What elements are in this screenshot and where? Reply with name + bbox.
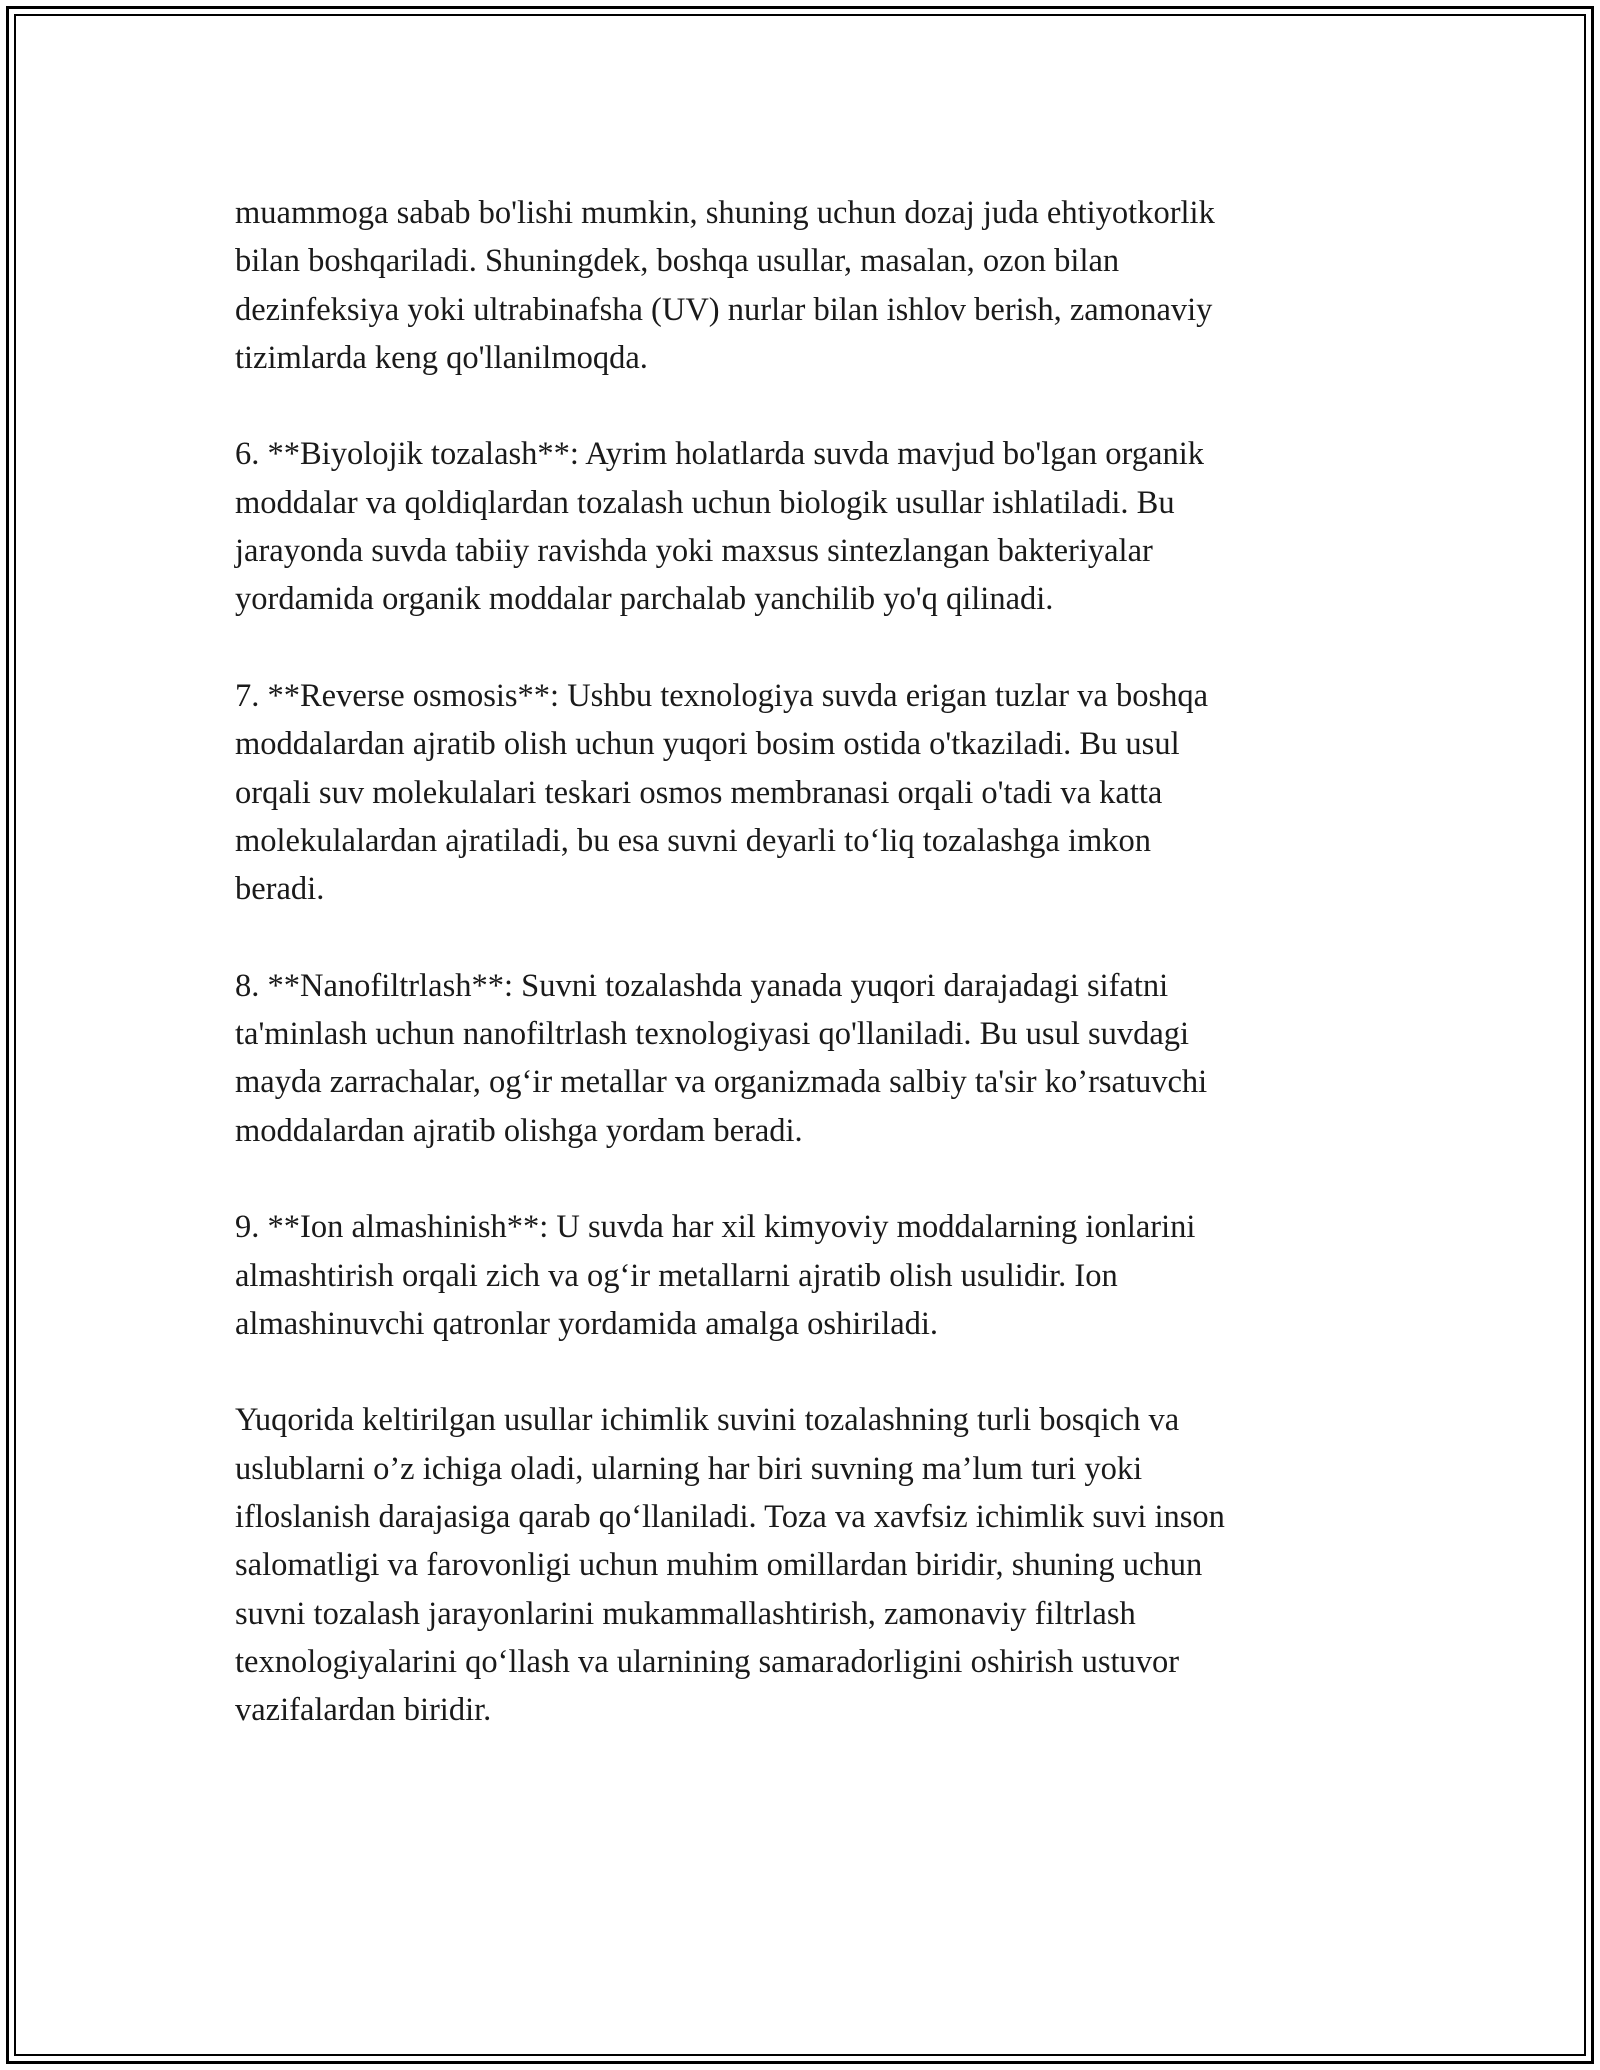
text-line: almashtirish orqali zich va og‘ir metallarni ajratib olish usulidir. Ion bbox=[235, 1257, 1118, 1294]
paragraph-item-7 bbox=[235, 672, 1375, 913]
text-line: muammoga sabab bo'lishi mumkin, shuning uchun dozaj juda ehtiyotkorlik bbox=[235, 195, 1215, 231]
text-line: 9. **Ion almashinish**: U suvda har xil kimyoviy moddalarning ionlarini bbox=[235, 1209, 1196, 1246]
text-line: beradi. bbox=[235, 871, 325, 908]
document-body bbox=[235, 189, 1375, 1735]
paragraph-conclusion bbox=[235, 1396, 1375, 1734]
text-line: ta'minlash uchun nanofiltrlash texnologiyasi qo'llaniladi. Bu usul suvdagi bbox=[235, 1016, 1190, 1053]
paragraph-item-8 bbox=[235, 962, 1375, 1155]
text-line: moddalardan ajratib olish uchun yuqori bosim ostida o'tkaziladi. Bu usul bbox=[235, 726, 1180, 763]
paragraph-intro-continuation bbox=[235, 189, 1375, 382]
text-line: tizimlarda keng qo'llanilmoqda. bbox=[235, 339, 648, 376]
text-line: mayda zarrachalar, og‘ir metallar va organizmada salbiy ta'sir ko’rsatuvchi bbox=[235, 1064, 1208, 1101]
text-line: jarayonda suvda tabiiy ravishda yoki maxsus sintezlangan bakteriyalar bbox=[235, 533, 1153, 570]
text-line: almashinuvchi qatronlar yordamida amalga oshiriladi. bbox=[235, 1305, 939, 1342]
text-line: ifloslanish darajasiga qarab qo‘llaniladi. Toza va xavfsiz ichimlik suvi inson bbox=[235, 1499, 1225, 1536]
text-line: 8. **Nanofiltrlash**: Suvni tozalashda yanada yuqori darajadagi sifatni bbox=[235, 967, 1169, 1004]
text-line: texnologiyalarini qo‘llash va ularnining samaradorligini oshirish ustuvor bbox=[235, 1643, 1180, 1680]
text-line: dezinfeksiya yoki ultrabinafsha (UV) nurlar bilan ishlov berish, zamonaviy bbox=[235, 291, 1213, 328]
text-line: moddalar va qoldiqlardan tozalash uchun biologik usullar ishlatiladi. Bu bbox=[235, 484, 1175, 521]
text-line: orqali suv molekulalari teskari osmos membranasi orqali o'tadi va katta bbox=[235, 774, 1163, 811]
paragraph-item-6 bbox=[235, 430, 1375, 623]
text-line: Yuqorida keltirilgan usullar ichimlik suvini tozalashning turli bosqich va bbox=[235, 1402, 1180, 1439]
text-line: yordamida organik moddalar parchalab yanchilib yo'q qilinadi. bbox=[235, 581, 1054, 618]
text-line: 6. **Biyolojik tozalash**: Ayrim holatlarda suvda mavjud bo'lgan organik bbox=[235, 436, 1205, 473]
text-line: moddalardan ajratib olishga yordam beradi. bbox=[235, 1112, 803, 1149]
text-line: vazifalardan biridir. bbox=[235, 1692, 492, 1729]
text-line: suvni tozalash jarayonlarini mukammallashtirish, zamonaviy filtrlash bbox=[235, 1595, 1136, 1632]
text-line: molekulalardan ajratiladi, bu esa suvni deyarli to‘liq tozalashga imkon bbox=[235, 822, 1152, 859]
text-line: salomatligi va farovonligi uchun muhim omillardan biridir, shuning uchun bbox=[235, 1547, 1203, 1584]
text-line: 7. **Reverse osmosis**: Ushbu texnologiya suvda erigan tuzlar va boshqa bbox=[235, 677, 1209, 714]
text-line: uslublarni o’z ichiga oladi, ularning har biri suvning ma’lum turi yoki bbox=[235, 1450, 1143, 1487]
paragraph-item-9 bbox=[235, 1203, 1375, 1348]
text-line: bilan boshqariladi. Shuningdek, boshqa usullar, masalan, ozon bilan bbox=[235, 243, 1120, 280]
